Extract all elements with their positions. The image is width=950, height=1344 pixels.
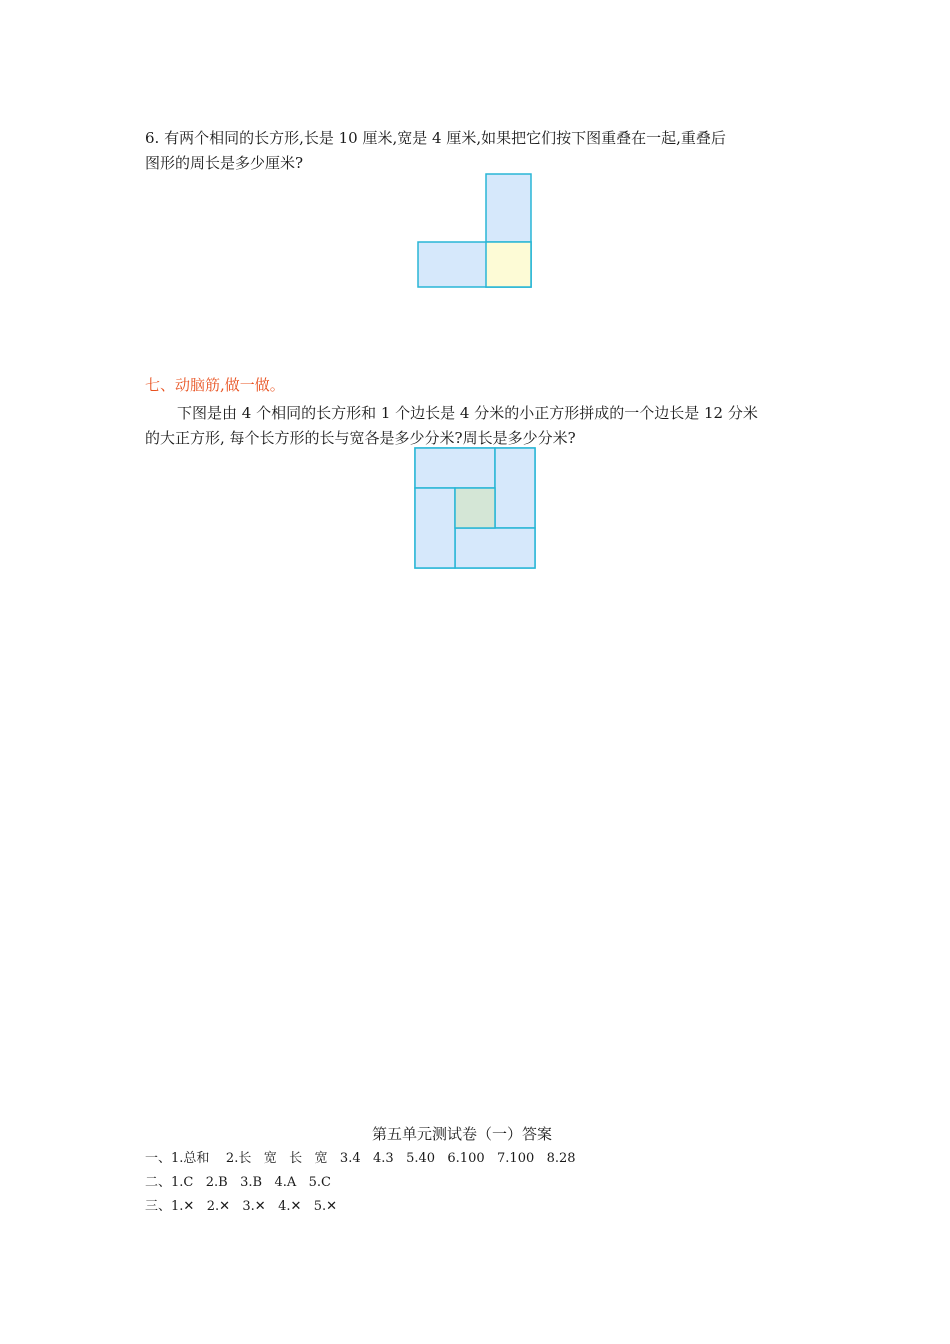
answers-row-2: 二、1.C 2.B 3.B 4.A 5.C [145,1175,331,1190]
answers-title: 第五单元测试卷（一）答案 [372,1125,553,1143]
overlap-square [486,242,531,287]
question-6-line-1: 6. 有两个相同的长方形,长是 10 厘米,宽是 4 厘米,如果把它们按下图重叠在一起,重叠后 [145,129,726,147]
answers-row-1: 一、1.总和 2.长 宽 长 宽 3.4 4.3 5.40 6.100 7.100 8.28 [145,1151,576,1166]
section-7-line-2: 的大正方形, 每个长方形的长与宽各是多少分米?周长是多少分米? [145,429,576,447]
rectangle-bottom [455,528,535,568]
overlapping-rectangles-figure [416,172,536,290]
answers-row-3: 三、1.✕ 2.✕ 3.✕ 4.✕ 5.✕ [145,1199,338,1214]
section-7-title: 七、动脑筋,做一做。 [145,376,285,394]
rectangle-right [495,448,535,528]
question-6-line-2: 图形的周长是多少厘米? [145,154,304,172]
rectangle-top [415,448,495,488]
pinwheel-square-figure [413,446,537,570]
section-7-line-1: 下图是由 4 个相同的长方形和 1 个边长是 4 分米的小正方形拼成的一个边长是 12 分米 [177,404,758,422]
center-small-square [455,488,495,528]
rectangle-left [415,488,455,568]
